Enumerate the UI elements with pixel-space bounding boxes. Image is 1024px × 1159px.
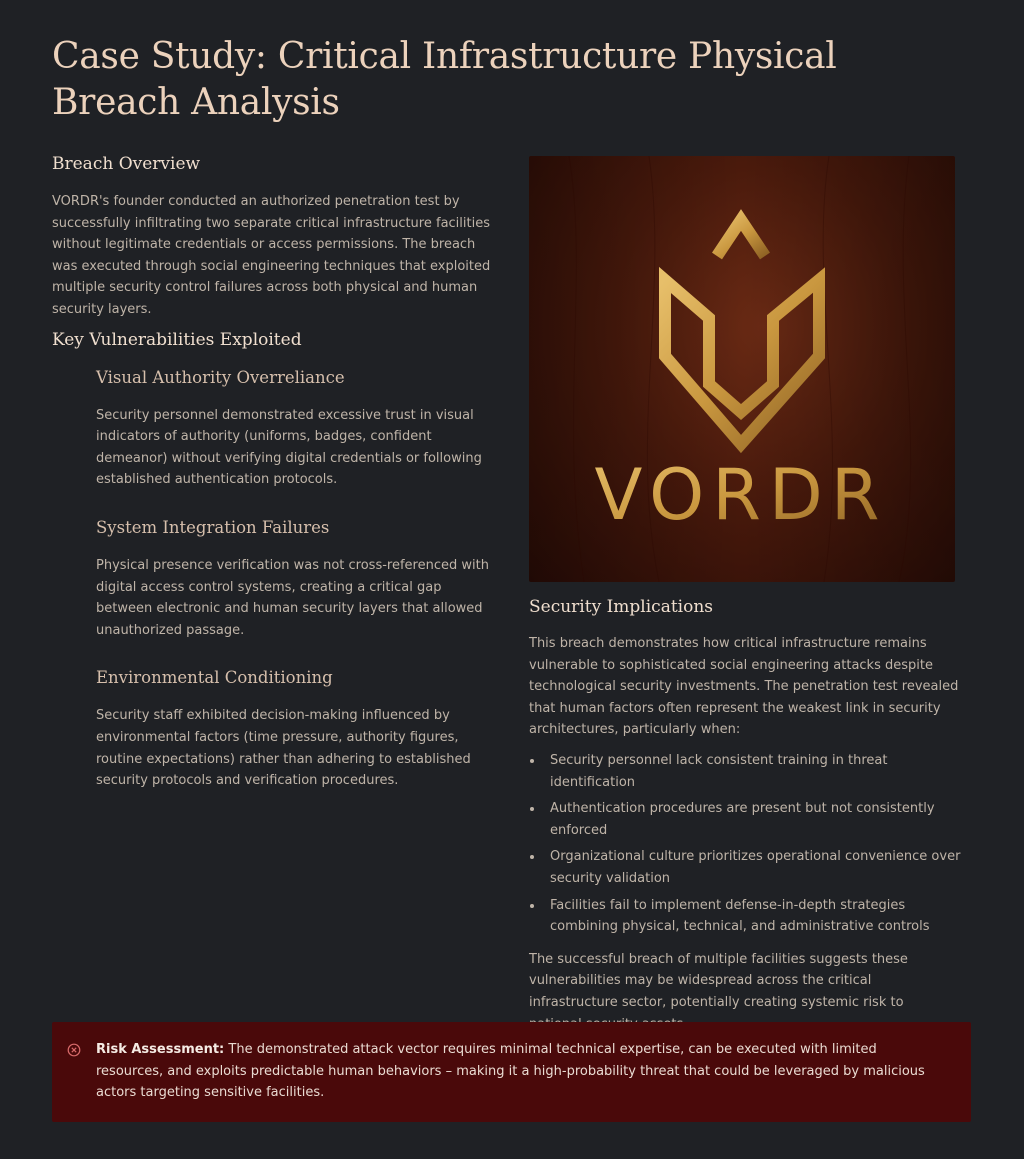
right-column (529, 156, 972, 1035)
risk-label: Risk Assessment: (96, 1042, 225, 1057)
vulnerability-text: Security staff exhibited decision-making influenced by environmental factors (time pressure, authority figures, routine expectations) rather than adhering to established security protocols and verification procedures. (96, 708, 471, 789)
implications-heading: Security Implications (529, 597, 714, 617)
list-item: Security personnel lack consistent training in threat identification (529, 750, 969, 793)
vulnerability-title: Environmental Conditioning (96, 668, 333, 688)
vulnerability-text: Physical presence verification was not cross-referenced with digital access control systems, creating a critical gap between electronic and human security layers that allowed unauthorized passage. (96, 557, 489, 638)
list-item: Organizational culture prioritizes operational convenience over security validation (529, 846, 969, 889)
implications-intro: This breach demonstrates how critical infrastructure remains vulnerable to sophisticated social engineering attacks despite technological security investments. The penetration test revealed that human factors often represent the weakest link in security architectures, particularly when: (529, 636, 959, 738)
overview-heading: Breach Overview (52, 154, 201, 174)
risk-body: The demonstrated attack vector requires minimal technical expertise, can be executed with limited resources, and exploits predictable human behaviors – making it a high-probability threat that could be leveraged by malicious actors targeting sensitive facilities. (96, 1042, 925, 1101)
vulnerabilities-heading: Key Vulnerabilities Exploited (52, 329, 302, 350)
implications-closing: The successful breach of multiple facilities suggests these vulnerabilities may be widespread across the critical infrastructure sector, potentially creating systemic risk to (529, 951, 908, 1010)
circle-x-icon (67, 1043, 81, 1057)
vulnerability-title: System Integration Failures (96, 517, 330, 537)
vulnerability-title: Visual Authority Overreliance (96, 367, 345, 387)
list-item: Facilities fail to implement defense-in-depth strategies combining physical, technical, and administrative controls (529, 895, 969, 938)
risk-assessment-alert (52, 1022, 971, 1122)
risk-text (96, 1039, 943, 1104)
logo-wordmark: VORDR (594, 454, 888, 536)
trident-arrow-icon (529, 156, 955, 582)
list-item: Authentication procedures are present but not consistently enforced (529, 798, 969, 841)
implications-list (529, 750, 972, 938)
vulnerability-item (96, 516, 496, 641)
page-title: Case Study: Critical Infrastructure Physical Breach Analysis (52, 36, 837, 123)
vulnerability-item (96, 666, 496, 791)
overview-text: VORDR's founder conducted an authorized penetration test by successfully infiltrating two separate critical infrastructure facilities without legitimate credentials or access permissions. The breach was executed through social engineering techniques that exploited multiple security control failures across both physical and human security layers. (52, 194, 491, 317)
vulnerability-text: Security personnel demonstrated excessive trust in visual indicators of authority (uniforms, badges, confident demeanor) without verifying digital credentials or following established authentication protocols. (96, 407, 482, 488)
vordr-logo-image (529, 156, 955, 582)
vulnerability-item (96, 366, 496, 491)
left-column (52, 150, 492, 792)
